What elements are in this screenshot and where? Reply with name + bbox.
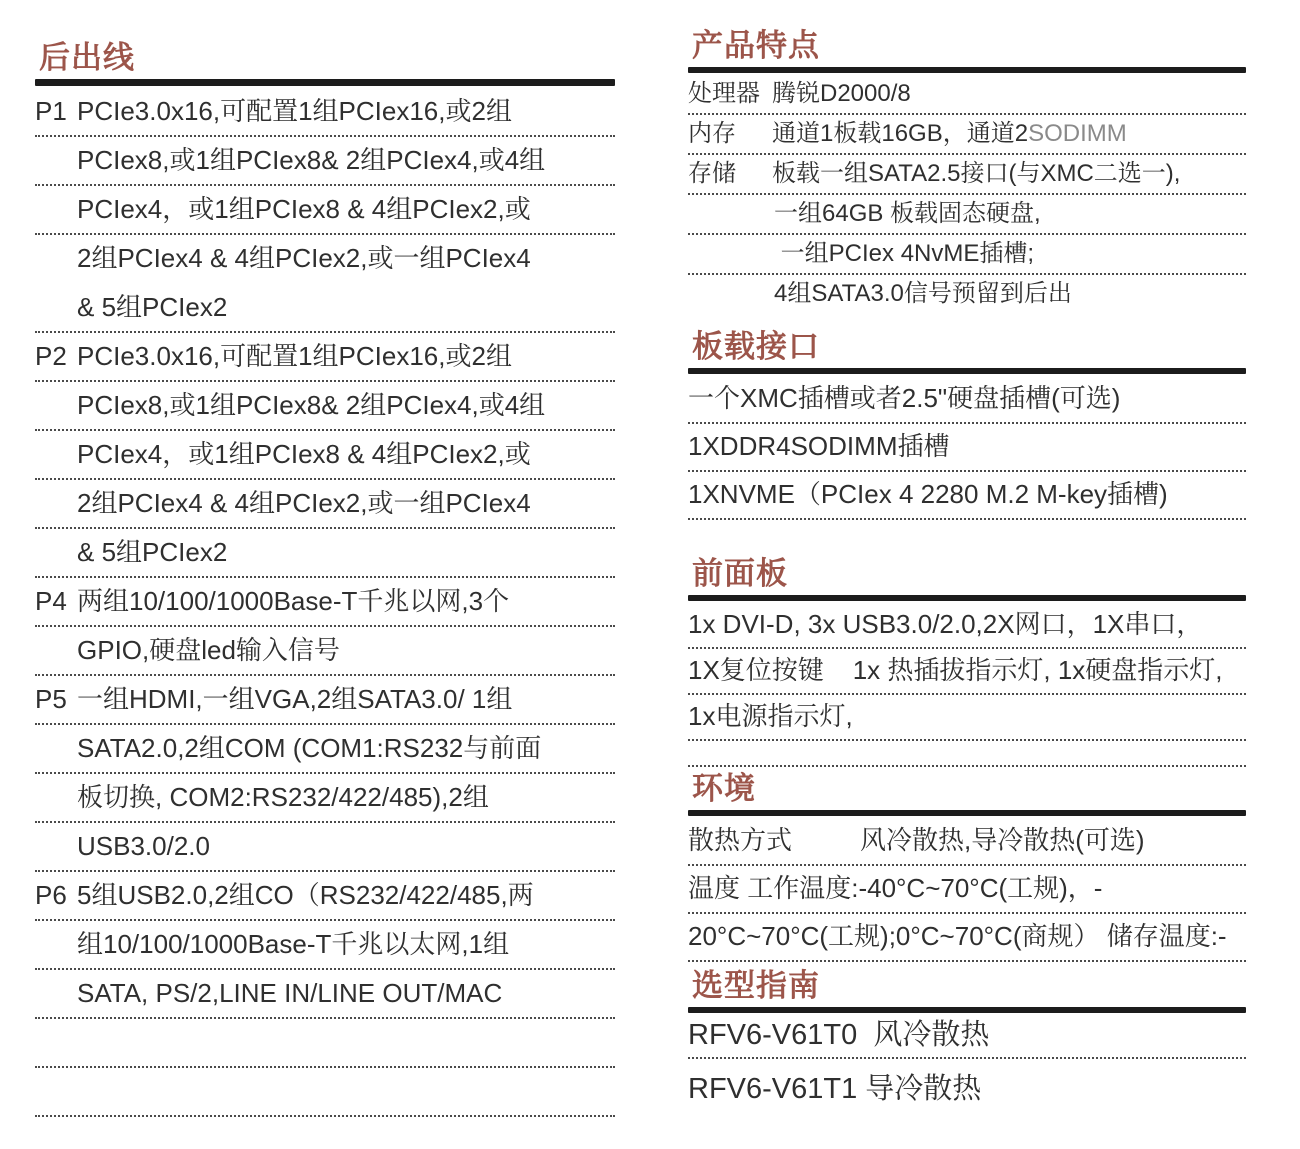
port-label: P5 xyxy=(35,683,67,714)
field-label: 处理器 xyxy=(688,80,760,108)
spec-row xyxy=(35,676,615,725)
spec-row xyxy=(688,472,1246,520)
spec-text: PCIex4，或1组PCIex8 & 4组PCIex2,或 xyxy=(77,438,531,469)
spec-row xyxy=(688,695,1246,741)
spec-text: 1x电源指示灯, xyxy=(688,701,853,732)
spec-text: 4组SATA3.0信号预留到后出 xyxy=(774,280,1072,308)
section-rows-features xyxy=(688,75,1246,315)
spec-text: 一组PCIex 4NvME插槽; xyxy=(774,240,1035,268)
spec-row xyxy=(35,823,615,872)
section-rule xyxy=(35,79,615,86)
section-title-guide: 选型指南 xyxy=(692,968,820,1003)
spec-text: 一组HDMI,一组VGA,2组SATA3.0/ 1组 xyxy=(77,683,513,714)
spec-row xyxy=(35,1019,615,1068)
port-label: P2 xyxy=(35,340,67,371)
spec-row xyxy=(35,627,615,676)
spec-row xyxy=(35,88,615,137)
spec-row xyxy=(35,284,615,333)
field-label: 内存 xyxy=(688,120,736,148)
section-title-env: 环境 xyxy=(692,771,756,806)
spec-row xyxy=(688,115,1246,155)
spec-row xyxy=(688,1015,1246,1059)
spec-text: 1x DVI-D, 3x USB3.0/2.0,2X网口，1X串口， xyxy=(688,609,1203,640)
spec-text: 板载一组SATA2.5接口(与XMC二选一), xyxy=(772,160,1181,188)
spec-text: 风冷散热,导冷散热(可选) xyxy=(860,825,1145,856)
section-rows-interfaces xyxy=(688,376,1246,520)
spec-text: PCIe3.0x16,可配置1组PCIex16,或2组 xyxy=(77,340,512,371)
spec-row xyxy=(35,382,615,431)
section-front xyxy=(688,556,1246,767)
rear-io-rows xyxy=(35,88,615,1117)
spec-row xyxy=(35,186,615,235)
spec-row xyxy=(688,376,1246,424)
spec-text: 1XNVME（PCIex 4 2280 M.2 M-key插槽) xyxy=(688,479,1168,510)
spec-text: 1X复位按键 1x 热插拔指示灯, 1x硬盘指示灯, xyxy=(688,655,1223,686)
section-features xyxy=(688,28,1246,315)
field-label: 存储 xyxy=(688,160,736,188)
spec-text: PCIe3.0x16,可配置1组PCIex16,或2组 xyxy=(77,95,512,126)
spec-row xyxy=(688,866,1246,914)
spec-row xyxy=(35,431,615,480)
section-rule xyxy=(688,67,1246,73)
spec-row xyxy=(688,741,1246,767)
spec-row xyxy=(688,914,1246,962)
section-rule xyxy=(688,595,1246,601)
spec-text: 20°C~70°C(工规);0°C~70°C(商规） 储存温度:- xyxy=(688,921,1227,952)
spec-row xyxy=(688,195,1246,235)
spec-text: SATA, PS/2,LINE IN/LINE OUT/MAC xyxy=(77,977,503,1008)
section-title-rear-io: 后出线 xyxy=(39,40,135,75)
section-rule xyxy=(688,368,1246,374)
port-label: P1 xyxy=(35,95,67,126)
spec-text: RFV6-V61T0 风冷散热 xyxy=(688,1019,990,1052)
section-title-front: 前面板 xyxy=(692,556,788,591)
spec-text-gray: SODIMM xyxy=(1028,120,1127,148)
spec-row xyxy=(35,480,615,529)
spec-row xyxy=(35,970,615,1019)
section-rule xyxy=(688,810,1246,816)
spec-row xyxy=(35,235,615,284)
spec-text: SATA2.0,2组COM (COM1:RS232与前面 xyxy=(77,732,542,763)
spec-text: 板切换, COM2:RS232/422/485),2组 xyxy=(77,781,489,812)
spec-text: 5组USB2.0,2组CO（RS232/422/485,两 xyxy=(77,879,534,910)
spec-row xyxy=(35,137,615,186)
spec-row xyxy=(688,603,1246,649)
spec-row xyxy=(35,1068,615,1117)
spec-row xyxy=(688,275,1246,315)
spec-text: USB3.0/2.0 xyxy=(77,830,210,861)
spec-text: PCIex8,或1组PCIex8& 2组PCIex4,或4组 xyxy=(77,389,546,420)
spec-row xyxy=(688,1069,1246,1113)
section-rule xyxy=(688,1007,1246,1013)
spec-row xyxy=(35,872,615,921)
spec-row xyxy=(35,921,615,970)
spec-row xyxy=(35,578,615,627)
section-env xyxy=(688,771,1246,962)
spec-row xyxy=(688,424,1246,472)
spec-row xyxy=(688,155,1246,195)
spec-row xyxy=(35,529,615,578)
spec-row xyxy=(35,725,615,774)
spec-row xyxy=(688,818,1246,866)
spec-text: 温度 工作温度:-40°C~70°C(工规)，- xyxy=(688,873,1103,904)
spec-text: 1XDDR4SODIMM插槽 xyxy=(688,431,950,462)
section-title-interfaces: 板载接口 xyxy=(692,329,820,364)
spec-text: & 5组PCIex2 xyxy=(77,291,228,322)
spec-text: PCIex8,或1组PCIex8& 2组PCIex4,或4组 xyxy=(77,144,546,175)
spec-row xyxy=(35,333,615,382)
spec-text: PCIex4，或1组PCIex8 & 4组PCIex2,或 xyxy=(77,193,531,224)
section-rows-guide xyxy=(688,1015,1246,1113)
spec-row xyxy=(35,774,615,823)
left-column-rear-io xyxy=(35,40,615,1117)
field-label: 散热方式 xyxy=(688,825,793,856)
spec-text: 2组PCIex4 & 4组PCIex2,或一组PCIex4 xyxy=(77,242,531,273)
port-label: P6 xyxy=(35,879,67,910)
spec-row xyxy=(688,649,1246,695)
spec-text: 一组64GB 板载固态硬盘, xyxy=(774,200,1041,228)
section-interfaces xyxy=(688,329,1246,520)
section-rows-env xyxy=(688,818,1246,962)
spec-text: 腾锐D2000/8 xyxy=(772,80,911,108)
section-guide xyxy=(688,968,1246,1113)
spec-text: GPIO,硬盘led输入信号 xyxy=(77,634,340,665)
spec-text: 2组PCIex4 & 4组PCIex2,或一组PCIex4 xyxy=(77,487,531,518)
spec-text: RFV6-V61T1 导冷散热 xyxy=(688,1073,982,1106)
spec-text: 通道1板载16GB，通道2 xyxy=(772,120,1029,148)
right-column-sections xyxy=(688,28,1246,1113)
spec-row xyxy=(688,75,1246,115)
port-label: P4 xyxy=(35,585,67,616)
spec-text: 组10/100/1000Base-T千兆以太网,1组 xyxy=(77,928,510,959)
spec-row xyxy=(688,235,1246,275)
spec-text: & 5组PCIex2 xyxy=(77,536,228,567)
section-title-features: 产品特点 xyxy=(692,28,820,63)
spec-text: 两组10/100/1000Base-T千兆以网,3个 xyxy=(77,585,510,616)
spec-text: 一个XMC插槽或者2.5"硬盘插槽(可选) xyxy=(688,383,1121,414)
section-rows-front xyxy=(688,603,1246,767)
